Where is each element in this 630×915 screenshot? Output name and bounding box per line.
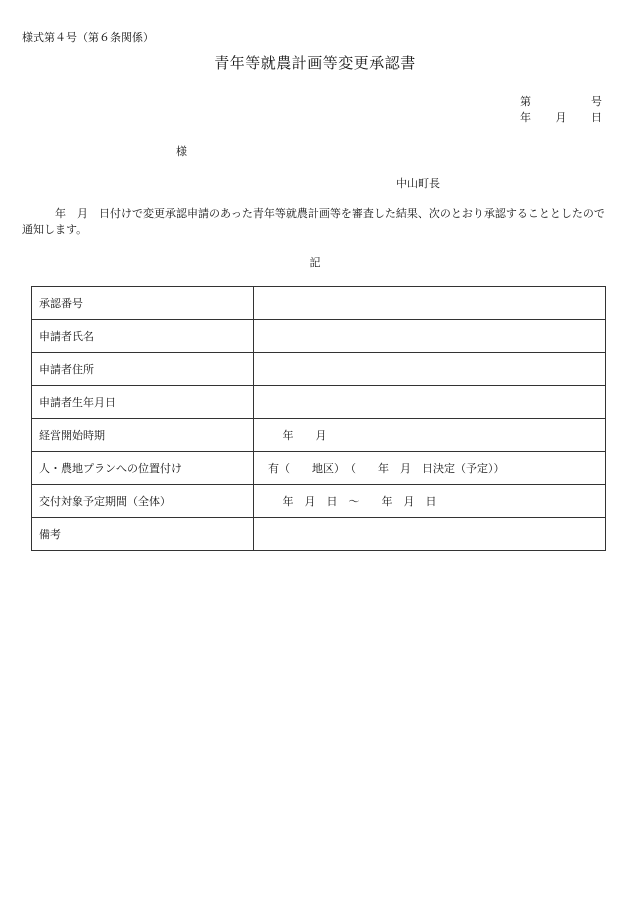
date-month: 月 [555,111,567,124]
number-prefix: 第 [520,95,531,108]
table-row [32,518,606,551]
number-suffix: 号 [591,95,602,108]
row-label: 備考 [32,518,254,551]
table-row [32,320,606,353]
date-year: 年 [520,111,531,124]
row-label: 申請者住所 [32,353,254,386]
row-value [254,320,606,353]
row-label: 人・農地プランへの位置付け [32,452,254,485]
ki-heading: 記 [309,256,321,269]
row-label: 申請者生年月日 [32,386,254,419]
table-row [32,452,606,485]
date-day: 日 [591,111,602,124]
row-value [254,287,606,320]
notice-body: 年 月 日付けで変更承認申請のあった青年等就農計画等を審査した結果、次のとおり承認することとしたので通知します。 [22,207,605,236]
row-value [254,386,606,419]
addressee-suffix: 様 [176,145,187,158]
sender-name: 中山町長 [396,177,440,190]
row-label: 申請者氏名 [32,320,254,353]
row-label: 承認番号 [32,287,254,320]
issue-date-line [520,109,602,125]
approval-details-table [31,286,606,551]
row-value: 有（ 地区） （ 年 月 日決定（予定）） [254,452,606,485]
table-row [32,485,606,518]
document-number-line [520,93,602,109]
row-label: 交付対象予定期間（全体） [32,485,254,518]
table-row [32,287,606,320]
row-value: 年 月 [254,419,606,452]
document-title: 青年等就農計画等変更承認書 [214,54,416,72]
row-value: 年 月 日 ～ 年 月 日 [254,485,606,518]
row-value [254,353,606,386]
table-row [32,353,606,386]
form-number: 様式第４号（第６条関係） [22,31,154,44]
table-row [32,419,606,452]
row-label: 経営開始時期 [32,419,254,452]
row-value [254,518,606,551]
table-row [32,386,606,419]
